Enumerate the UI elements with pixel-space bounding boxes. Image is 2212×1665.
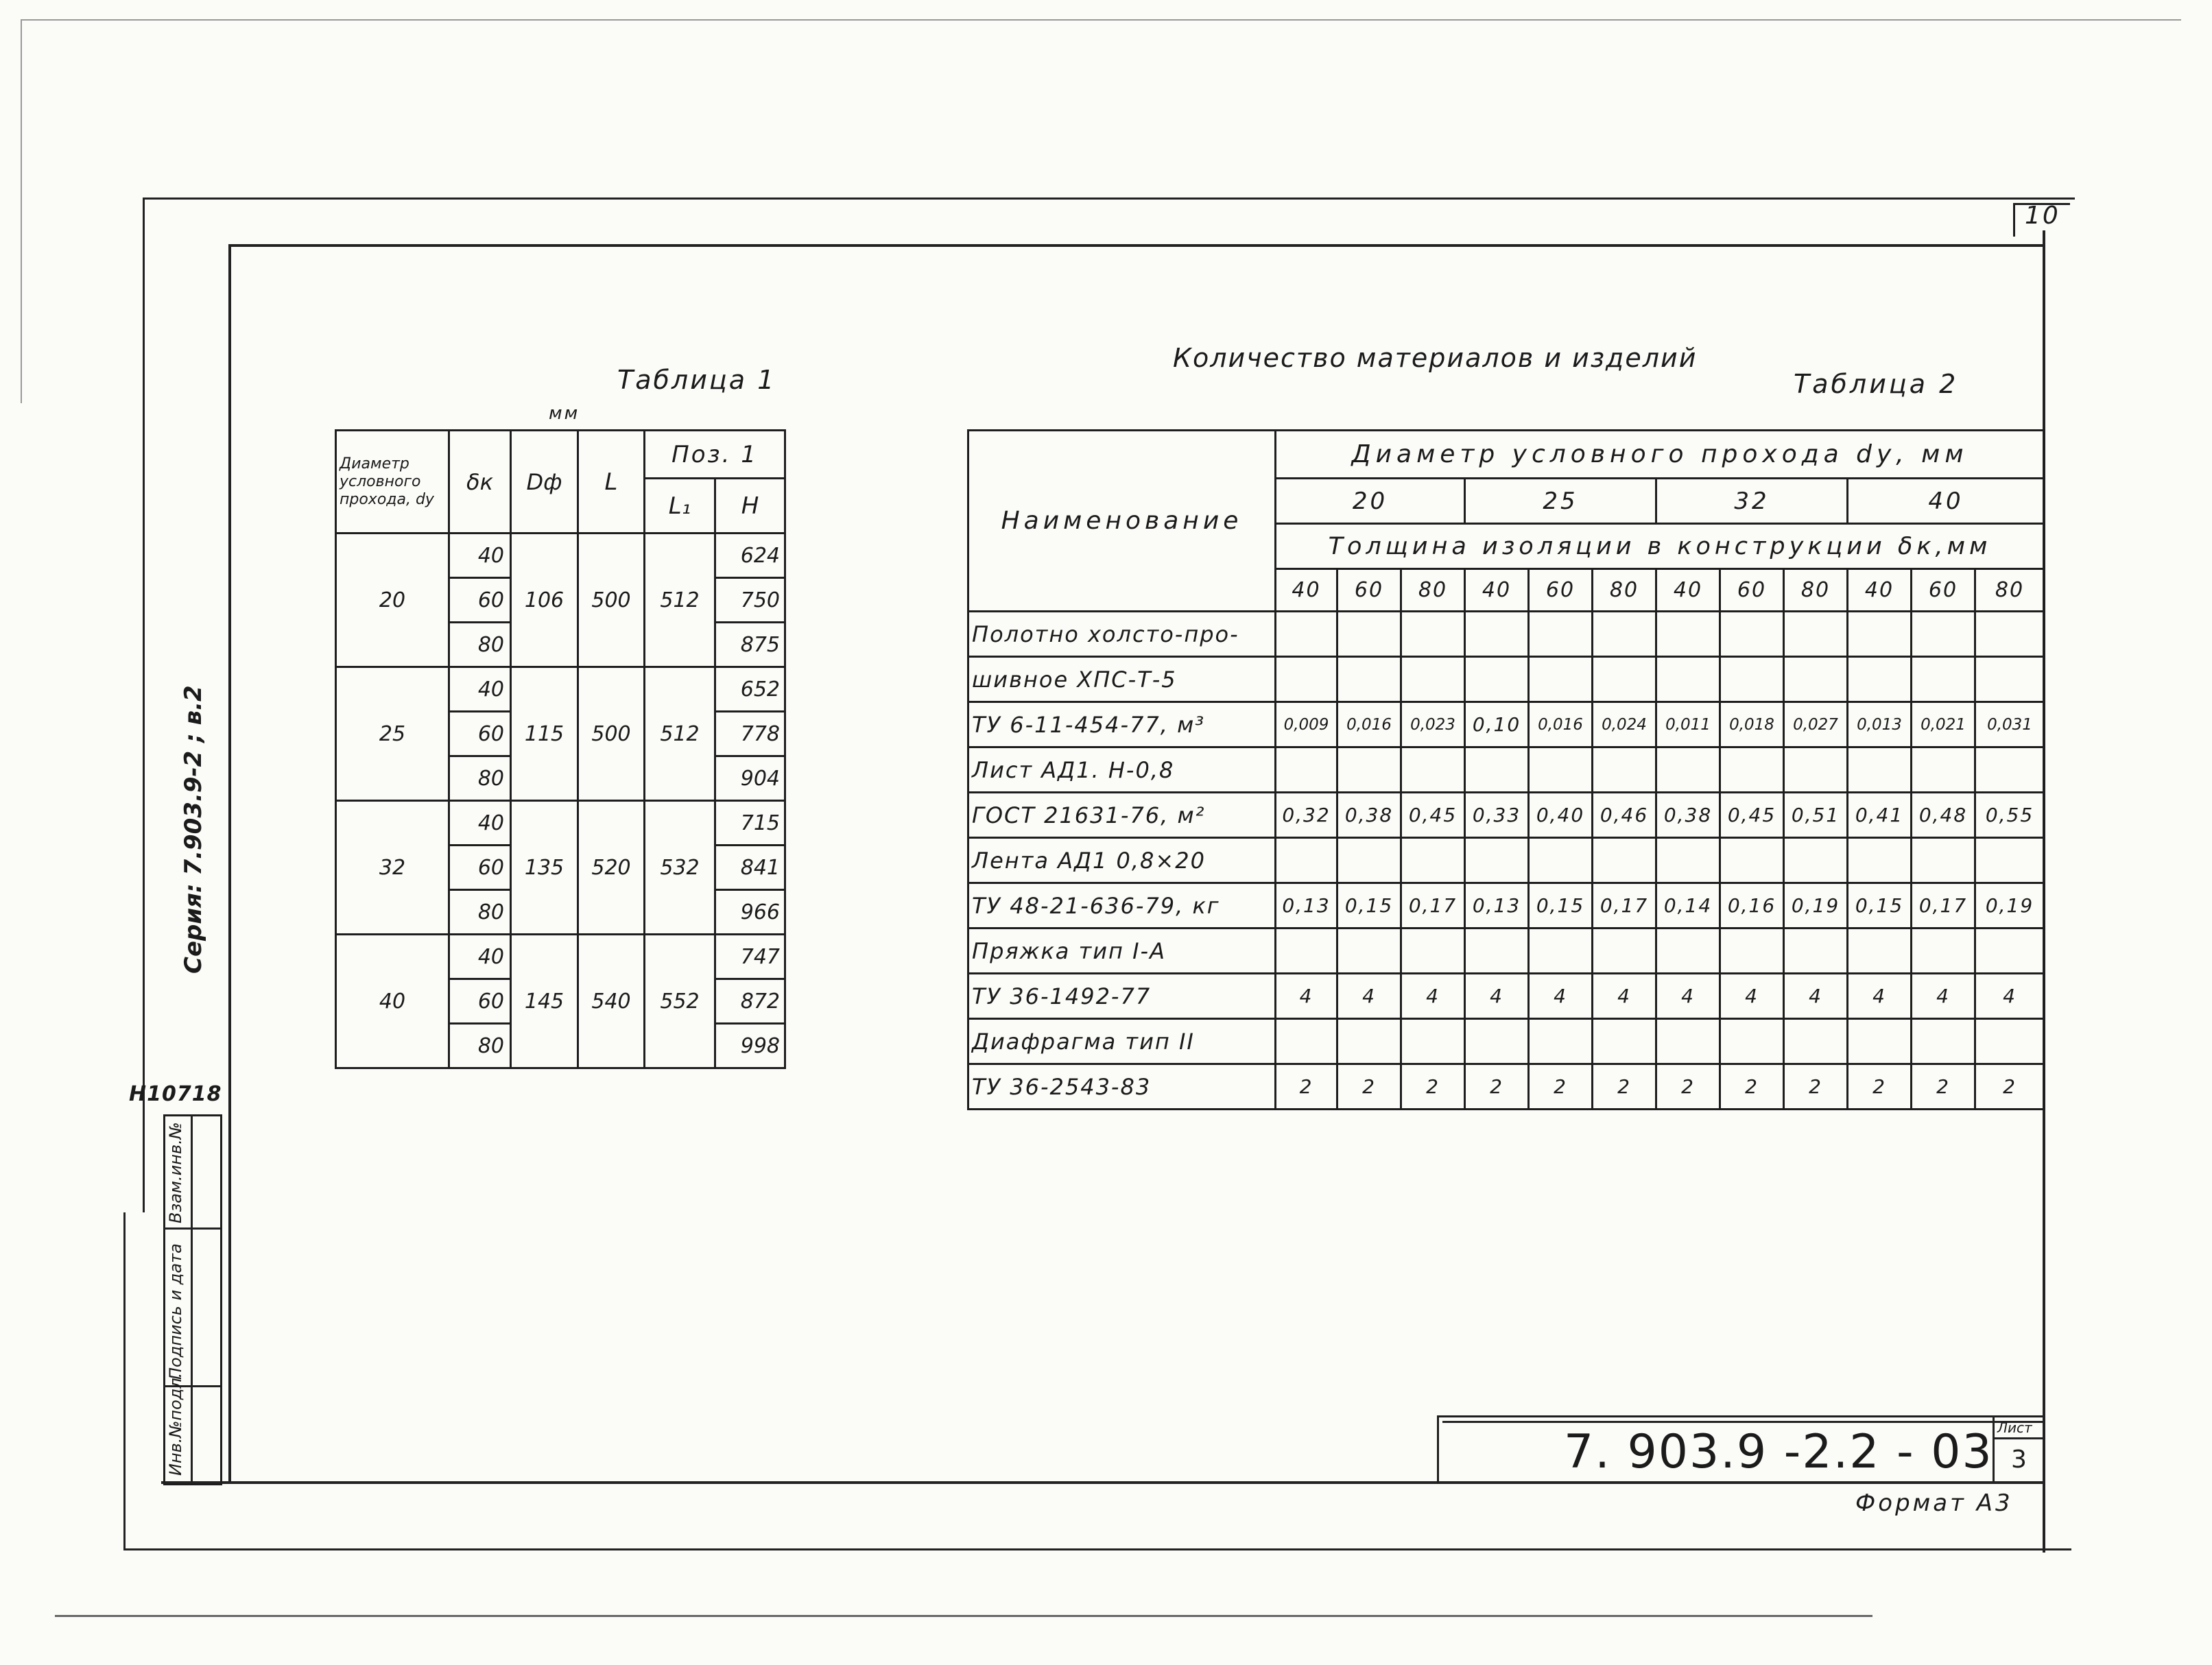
table2-thickness-header: 40 [1848,569,1912,612]
outer-frame-bottom-line [123,1548,2071,1550]
table2-value-cell [1975,838,2045,883]
table1-cell-df: 106 [511,534,578,667]
table2-diameter-header: 25 [1465,479,1656,524]
table1-cell-df: 145 [511,935,578,1068]
table2-row [968,974,2045,1019]
table2-value-cell: 0,45 [1720,793,1784,838]
table2-row [968,1064,2045,1110]
table2-value-cell [1401,657,1465,702]
scan-edge-left [21,19,22,403]
table1-cell-H: 747 [715,935,785,979]
side-stamp-replace-label: Взам.инв.№ [166,1122,185,1223]
table2-value-cell [1401,929,1465,974]
table1-cell-H: 904 [715,756,785,801]
table2-title: Количество материалов и изделий [1173,343,1698,373]
table1-cell-thickness: 80 [449,623,511,667]
table2-thickness-header: 60 [1337,569,1401,612]
table1-header-H: Н [715,479,785,534]
table2-row [968,1019,2045,1064]
table2-value-cell [1784,929,1848,974]
table2-value-cell: 0,19 [1784,883,1848,929]
table2-value-cell [1276,1019,1337,1064]
table2-value-cell: 0,15 [1529,883,1593,929]
table2-value-cell: 4 [1401,974,1465,1019]
table1-header-df: Dф [511,431,578,534]
table1-cell-H: 872 [715,979,785,1024]
table1-header-L1: L₁ [645,479,715,534]
table2-value-cell [1784,838,1848,883]
table2-value-cell: 0,46 [1593,793,1656,838]
side-stamp-divider [191,1114,193,1481]
table2-value-cell: 0,19 [1975,883,2045,929]
table2-value-cell [1337,929,1401,974]
table2-header-name: Наименование [968,431,1276,612]
table2-value-cell: 0,018 [1720,702,1784,747]
table2-value-cell [1912,657,1975,702]
table1-cell-H: 778 [715,712,785,756]
sheet-format: Формат А3 [1855,1489,2013,1517]
table2-value-cell [1465,612,1529,657]
table2-value-cell [1276,612,1337,657]
table2-value-cell: 0,13 [1276,883,1337,929]
table1-cell-thickness: 60 [449,846,511,890]
table2-item-name: ТУ 36-1492-77 [968,974,1276,1019]
inventory-code: Н10718 [129,1082,222,1106]
table2-value-cell [1656,1019,1720,1064]
table2-value-cell [1975,747,2045,793]
table1-cell-thickness: 40 [449,534,511,578]
table1-header-L: L [578,431,645,534]
table2-value-cell [1720,657,1784,702]
table2-value-cell: 4 [1784,974,1848,1019]
table2-value-cell [1465,929,1529,974]
table2-value-cell: 4 [1276,974,1337,1019]
table2-value-cell: 0,17 [1593,883,1656,929]
table2-value-cell [1337,612,1401,657]
table1-unit: мм [549,403,580,424]
table2-header-thickness: Толщина изоляции в конструкции δк,мм [1276,524,2045,569]
table2-thickness-header: 60 [1720,569,1784,612]
table1-cell-H: 875 [715,623,785,667]
table2-value-cell [1912,1019,1975,1064]
table1-row [336,935,785,979]
table2-value-cell: 0,55 [1975,793,2045,838]
table2-value-cell: 2 [1465,1064,1529,1110]
table2-value-cell [1529,612,1593,657]
table2-value-cell [1337,747,1401,793]
table2-value-cell [1401,838,1465,883]
table2-value-cell [1912,747,1975,793]
table2-thickness-header: 60 [1529,569,1593,612]
table2-row [968,793,2045,838]
table2-value-cell: 0,14 [1656,883,1720,929]
table1-cell-df: 115 [511,667,578,801]
table2-value-cell [1912,929,1975,974]
table2-value-cell: 2 [1848,1064,1912,1110]
table1-cell-L: 520 [578,801,645,935]
table1-cell-L: 540 [578,935,645,1068]
table2-value-cell: 2 [1276,1064,1337,1110]
table2-value-cell: 0,027 [1784,702,1848,747]
side-stamp-row-1 [163,1227,220,1230]
table2-value-cell: 4 [1593,974,1656,1019]
table2-value-cell [1276,838,1337,883]
side-stamp-inv-label: Инв.№подл. [166,1372,185,1476]
table2-row [968,929,2045,974]
table2-item-name: шивное ХПС-Т-5 [968,657,1276,702]
table1-cell-H: 652 [715,667,785,712]
table2-value-cell [1337,838,1401,883]
table2-value-cell [1720,612,1784,657]
table2-value-cell [1975,929,2045,974]
table2-item-name: Полотно холсто-про- [968,612,1276,657]
table1-cell-dy: 25 [336,667,449,801]
table2-value-cell [1720,1019,1784,1064]
table2-item-name: ТУ 36-2543-83 [968,1064,1276,1110]
table2-value-cell [1848,929,1912,974]
table2-value-cell: 2 [1720,1064,1784,1110]
table2-thickness-header: 40 [1656,569,1720,612]
table2-row [968,747,2045,793]
table2-value-cell [1848,1019,1912,1064]
table1-cell-thickness: 40 [449,935,511,979]
table2-diameter-header: 40 [1848,479,2045,524]
corner-number: 10 [2025,202,2060,230]
side-stamp-sign-label: Подпись и дата [166,1243,185,1380]
table2-value-cell [1593,1019,1656,1064]
table2-value-cell: 0,013 [1848,702,1912,747]
table2-value-cell: 2 [1912,1064,1975,1110]
table2-value-cell [1401,612,1465,657]
table2-caption: Таблица 2 [1794,369,1959,399]
table2-value-cell: 0,38 [1337,793,1401,838]
table2-value-cell [1593,747,1656,793]
table2-item-name: ТУ 6-11-454-77, м³ [968,702,1276,747]
table2-value-cell [1465,838,1529,883]
table2-value-cell [1465,1019,1529,1064]
table2-header-diameter: Диаметр условного прохода dу, мм [1276,431,2045,479]
table2-value-cell [1529,929,1593,974]
table1-cell-thickness: 60 [449,979,511,1024]
table1-cell-L: 500 [578,667,645,801]
table2 [967,429,2045,1110]
table2-value-cell [1656,747,1720,793]
table2-value-cell [1720,838,1784,883]
table1-header-thickness: δк [449,431,511,534]
table1-cell-dy: 32 [336,801,449,935]
table2-item-name: Диафрагма тип II [968,1019,1276,1064]
table2-thickness-header: 40 [1465,569,1529,612]
table2-value-cell [1529,747,1593,793]
table2-thickness-header: 80 [1975,569,2045,612]
table2-value-cell [1720,747,1784,793]
table2-value-cell [1401,1019,1465,1064]
table2-value-cell [1276,929,1337,974]
table1-cell-L: 500 [578,534,645,667]
table2-value-cell [1784,747,1848,793]
inner-frame-left-line [228,244,231,1481]
series-label: Серия: 7.903.9-2 ; в.2 [180,685,207,974]
table2-value-cell: 4 [1912,974,1975,1019]
table1-row [336,534,785,578]
table2-row [968,657,2045,702]
table2-value-cell [1784,612,1848,657]
table2-value-cell [1656,612,1720,657]
table2-value-cell: 0,45 [1401,793,1465,838]
table2-value-cell: 0,17 [1401,883,1465,929]
table1-cell-H: 998 [715,1024,785,1068]
table1-cell-L1: 512 [645,667,715,801]
table2-value-cell: 2 [1401,1064,1465,1110]
table2-value-cell: 4 [1656,974,1720,1019]
table2-value-cell [1529,838,1593,883]
table2-value-cell: 0,51 [1784,793,1848,838]
table2-value-cell: 4 [1848,974,1912,1019]
table2-value-cell: 0,32 [1276,793,1337,838]
table2-value-cell [1784,1019,1848,1064]
table2-value-cell [1593,657,1656,702]
table2-value-cell: 2 [1656,1064,1720,1110]
table1-caption: Таблица 1 [617,365,776,395]
scan-edge-top [21,19,2181,21]
table2-value-cell: 0,011 [1656,702,1720,747]
table2-value-cell [1529,1019,1593,1064]
table2-value-cell: 0,13 [1465,883,1529,929]
table1-cell-thickness: 60 [449,578,511,623]
table2-value-cell [1848,612,1912,657]
table2-item-name: Лента АД1 0,8×20 [968,838,1276,883]
table2-value-cell: 0,48 [1912,793,1975,838]
table2-value-cell [1337,657,1401,702]
table2-value-cell: 4 [1720,974,1784,1019]
table2-thickness-header: 60 [1912,569,1975,612]
table2-value-cell: 0,17 [1912,883,1975,929]
table2-value-cell: 2 [1529,1064,1593,1110]
outer-frame-left-lower-line [123,1212,126,1550]
table2-value-cell: 0,33 [1465,793,1529,838]
table2-value-cell [1656,657,1720,702]
table2-value-cell: 0,15 [1337,883,1401,929]
table1-row [336,667,785,712]
list-number: 3 [2011,1446,2029,1474]
table2-value-cell [1975,657,2045,702]
table2-value-cell: 2 [1337,1064,1401,1110]
doc-code: 7. 903.9 -2.2 - 03 [1564,1425,1993,1479]
table2-value-cell [1784,657,1848,702]
table2-value-cell: 0,021 [1912,702,1975,747]
table2-thickness-header: 80 [1784,569,1848,612]
table2-value-cell: 0,024 [1593,702,1656,747]
table2-value-cell: 0,41 [1848,793,1912,838]
table1-row [336,801,785,846]
table2-diameter-header: 32 [1656,479,1848,524]
table2-row [968,612,2045,657]
table2-value-cell: 0,10 [1465,702,1529,747]
table2-row [968,838,2045,883]
table1-cell-dy: 20 [336,534,449,667]
table2-value-cell [1593,612,1656,657]
table1-cell-thickness: 40 [449,801,511,846]
table2-value-cell: 0,15 [1848,883,1912,929]
table2-value-cell [1337,1019,1401,1064]
table2-value-cell: 0,023 [1401,702,1465,747]
table2-value-cell: 2 [1784,1064,1848,1110]
table2-value-cell: 0,016 [1337,702,1401,747]
table1-header-pos: Поз. 1 [645,431,785,479]
table2-value-cell [1848,838,1912,883]
table1-cell-L1: 532 [645,801,715,935]
table2-value-cell [1912,612,1975,657]
table2-value-cell [1465,657,1529,702]
table2-value-cell: 0,009 [1276,702,1337,747]
table1-cell-H: 624 [715,534,785,578]
outer-frame-top-line [144,197,2075,200]
table2-value-cell [1465,747,1529,793]
table2-value-cell: 4 [1529,974,1593,1019]
table2-value-cell [1848,657,1912,702]
table2-value-cell [1656,838,1720,883]
table2-value-cell [1401,747,1465,793]
table1-cell-H: 841 [715,846,785,890]
table2-value-cell: 0,38 [1656,793,1720,838]
table1-cell-thickness: 60 [449,712,511,756]
table2-value-cell: 0,40 [1529,793,1593,838]
table1-cell-dy: 40 [336,935,449,1068]
table2-value-cell: 4 [1975,974,2045,1019]
table2-value-cell [1975,612,2045,657]
title-block-list-row [1993,1437,2044,1439]
table1-cell-thickness: 40 [449,667,511,712]
table1-header-diameter: Диаметр условного прохода, dу [336,431,449,534]
list-label: Лист [1997,1420,2032,1436]
table1-cell-df: 135 [511,801,578,935]
table2-value-cell [1912,838,1975,883]
table2-row [968,883,2045,929]
table2-thickness-header: 40 [1276,569,1337,612]
table1-cell-H: 966 [715,890,785,935]
table1-cell-L1: 512 [645,534,715,667]
table2-value-cell [1276,657,1337,702]
table2-value-cell: 4 [1465,974,1529,1019]
table1-cell-H: 750 [715,578,785,623]
table2-value-cell: 4 [1337,974,1401,1019]
table2-item-name: ТУ 48-21-636-79, кг [968,883,1276,929]
table2-item-name: ГОСТ 21631-76, м² [968,793,1276,838]
table2-value-cell [1529,657,1593,702]
table2-value-cell [1975,1019,2045,1064]
table2-thickness-header: 80 [1593,569,1656,612]
table1-cell-L1: 552 [645,935,715,1068]
table2-wrapper [967,429,2045,1110]
table2-item-name: Лист АД1. Н-0,8 [968,747,1276,793]
table2-value-cell [1720,929,1784,974]
table1-cell-thickness: 80 [449,890,511,935]
outer-frame-left-line [143,197,145,1212]
table2-value-cell: 2 [1593,1064,1656,1110]
table2-row [968,702,2045,747]
table2-value-cell: 0,16 [1720,883,1784,929]
table1-cell-thickness: 80 [449,756,511,801]
table2-value-cell: 0,016 [1529,702,1593,747]
table1-cell-thickness: 80 [449,1024,511,1068]
scan-edge-bottom [55,1615,1872,1617]
table2-diameter-header: 20 [1276,479,1465,524]
table2-value-cell [1593,838,1656,883]
table2-thickness-header: 80 [1401,569,1465,612]
inner-frame-top-line [230,244,2044,247]
table1 [335,429,786,1069]
table1-cell-H: 715 [715,801,785,846]
table2-value-cell: 2 [1975,1064,2045,1110]
table2-value-cell [1276,747,1337,793]
table2-value-cell [1593,929,1656,974]
table2-value-cell: 0,031 [1975,702,2045,747]
table2-item-name: Пряжка тип I-А [968,929,1276,974]
title-block-inner-top [1442,1421,2043,1423]
table2-value-cell [1848,747,1912,793]
table2-value-cell [1656,929,1720,974]
